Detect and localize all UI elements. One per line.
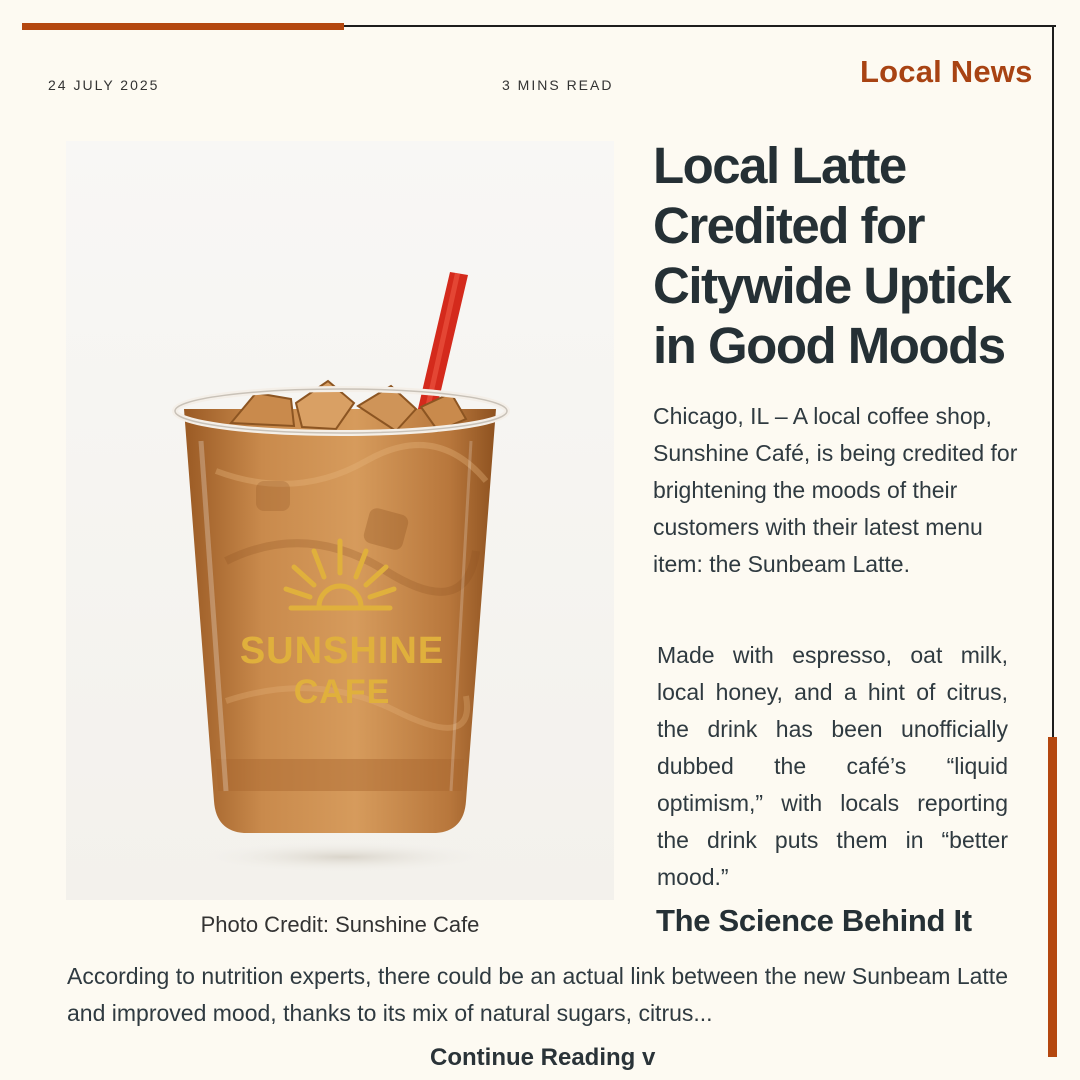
section-label[interactable]: Local News [860, 54, 1033, 89]
article-paragraph-2: Made with espresso, oat milk, local honey, and a hint of citrus, the drink has been unofficially dubbed the café’s “liquid optimism,” with locals reporting the drink puts them in “better mood.” [657, 642, 1008, 890]
frame-rule-top [344, 25, 1056, 27]
article-paragraph-1: Chicago, IL – A local coffee shop, Sunshine Café, is being credited for brightening the moods of their customers with their latest menu item: the Sunbeam Latte. [653, 403, 1018, 577]
article-photo [66, 141, 614, 900]
article-excerpt: According to nutrition experts, there could be an actual link between the new Sunbeam Latte and improved mood, thanks to its mix of natural sugars, citrus... [67, 963, 1008, 1026]
iced-latte-image [66, 141, 614, 900]
cup-brand-line2: CAFE [293, 673, 391, 711]
photo-caption: Photo Credit: Sunshine Cafe [200, 912, 480, 937]
continue-reading-link[interactable]: Continue Reading v [430, 1044, 656, 1071]
accent-bar-right [1048, 737, 1057, 1057]
accent-bar-top [22, 23, 344, 30]
publish-date: 24 JULY 2025 [48, 77, 160, 93]
article-headline: Local Latte Credited for Citywide Uptick in Good Moods [653, 137, 1011, 374]
section-subheading: The Science Behind It [656, 903, 972, 938]
read-time: 3 MINS READ [502, 77, 614, 93]
cup-shadow [194, 841, 494, 873]
frame-rule-right [1052, 25, 1054, 737]
cup-brand-line1: SUNSHINE [239, 630, 445, 672]
